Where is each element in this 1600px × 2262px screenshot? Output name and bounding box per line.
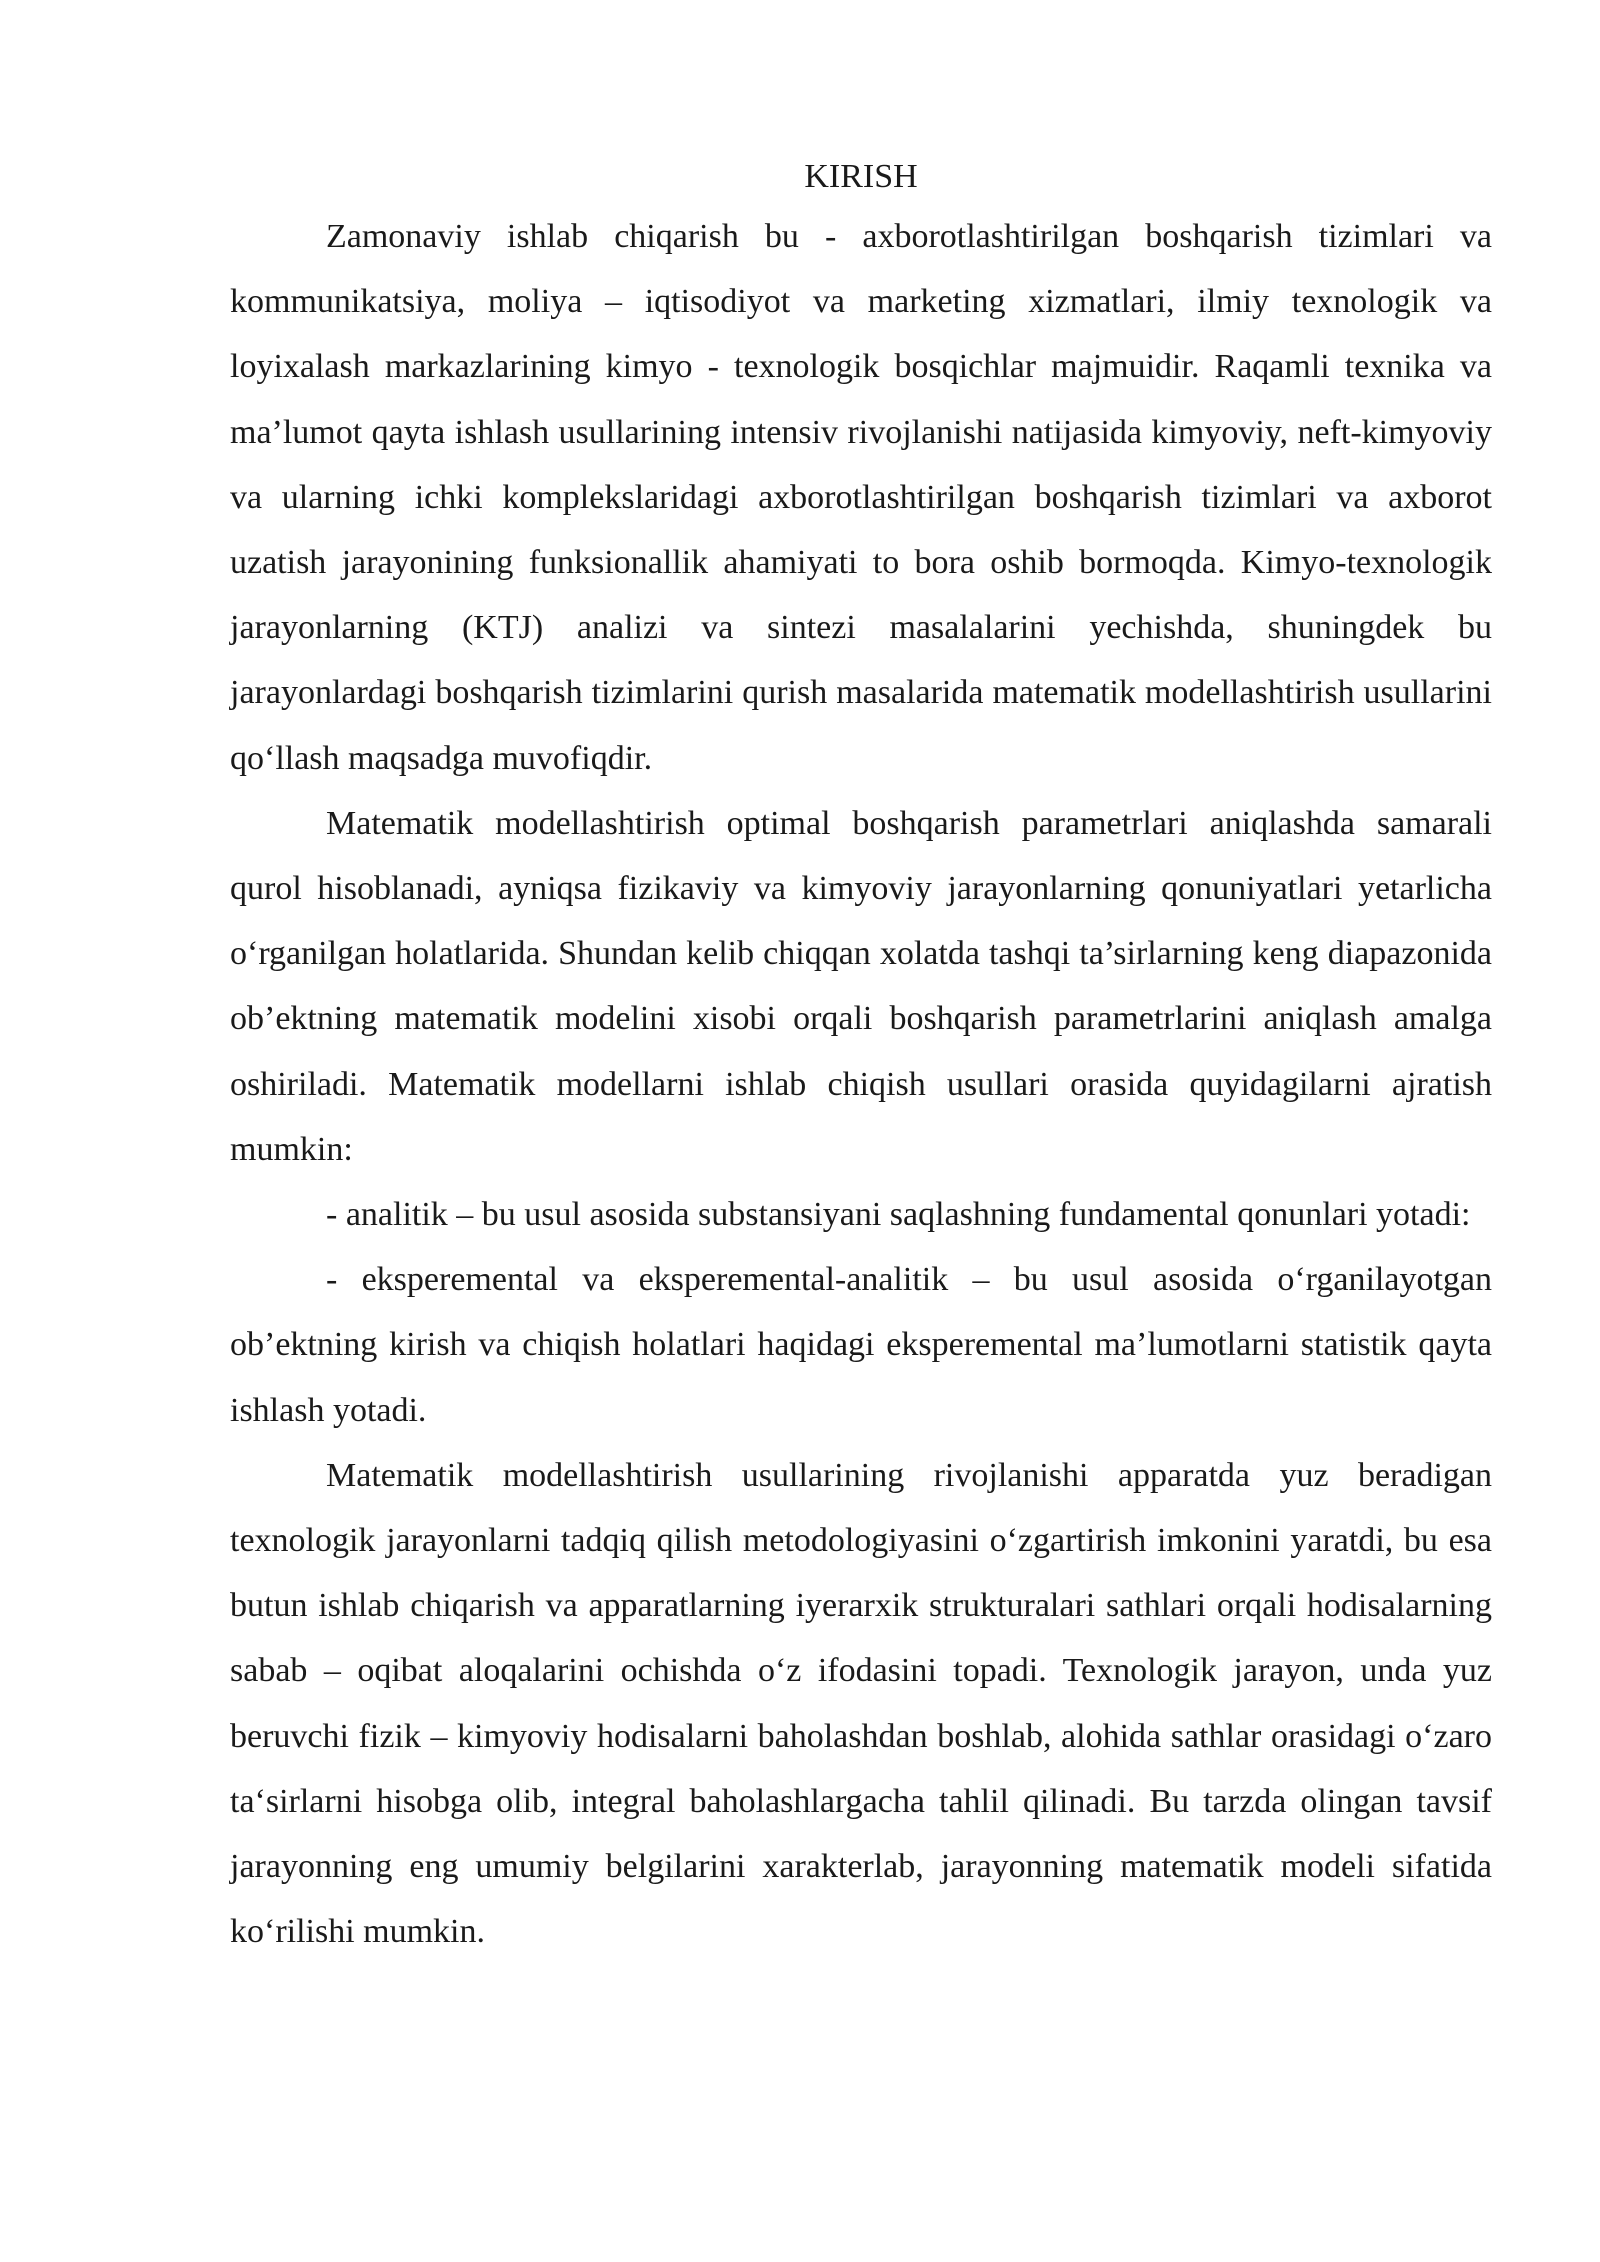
paragraph-development: Matematik modellashtirish usullarining rivojlanishi apparatda yuz beradigan texnologik jarayonlarni tadqiq qilish metodologiyasini o‘zgartirish imkonini yaratdi, bu esa butun ishlab chiqarish va apparatlarning iyerarxik strukturalari sathlari orqali hodisalarning sabab – oqibat aloqalarini ochishda o‘z ifodasini topadi. Texnologik jarayon, unda yuz beruvchi fizik – kimyoviy hodisalarni baholashdan boshlab, alohida sathlar orasidagi o‘zaro ta‘sirlarni hisobga olib, integral baholashlargacha tahlil qilinadi. Bu tarzda olingan tavsif jarayonning eng umumiy belgilarini xarakterlab, jarayonning matematik modeli sifatida ko‘rilishi mumkin. [230, 1456, 1492, 1951]
paragraph-experimental-method: - eksperemental va eksperemental-analitik – bu usul asosida o‘rganilayotgan ob’ektning kirish va chiqish holatlari haqidagi eksperemental ma’lumotlarni statistik qayta ishlash yotadi. [230, 1261, 1492, 1429]
paragraph-modelling: Matematik modellashtirish optimal boshqarish parametrlari aniqlashda samarali qurol hisoblanadi, ayniqsa fizikaviy va kimyoviy jarayonlarning qonuniyatlari yetarlicha o‘rganilgan holatlarida. Shundan kelib chiqqan xolatda tashqi ta’sirlarning keng diapazonida ob’ektning matematik modelini xisobi orqali boshqarish parametrlarini aniqlash amalga oshiriladi. Matematik modellarni ishlab chiqish usullari orasida quyidagilarni ajratish mumkin: [230, 804, 1492, 1168]
document-body [230, 150, 1492, 1964]
paragraph-analytic-method: - analitik – bu usul asosida substansiyani saqlashning fundamental qonunlari yotadi: [326, 1196, 1471, 1234]
paragraph-intro: Zamonaviy ishlab chiqarish bu - axborotlashtirilgan boshqarish tizimlari va kommunikatsiya, moliya – iqtisodiyot va marketing xizmatlari, ilmiy texnologik va loyixalash markazlarining kimyo - texnologik bosqichlar majmuidir. Raqamli texnika va ma’lumot qayta ishlash usullarining intensiv rivojlanishi natijasida kimyoviy, neft-kimyoviy va ularning ichki komplekslaridagi axborotlashtirilgan boshqarish tizimlari va axborot uzatish jarayonining funksionallik ahamiyati to bora oshib bormoqda. Kimyo-texnologik jarayonlarning (KTJ) analizi va sintezi masalalarini yechishda, shuningdek bu jarayonlardagi boshqarish tizimlarini qurish masalarida matematik modellashtirish usullarini qo‘llash maqsadga muvofiqdir. [230, 218, 1492, 777]
page-title: KIRISH [804, 158, 918, 195]
